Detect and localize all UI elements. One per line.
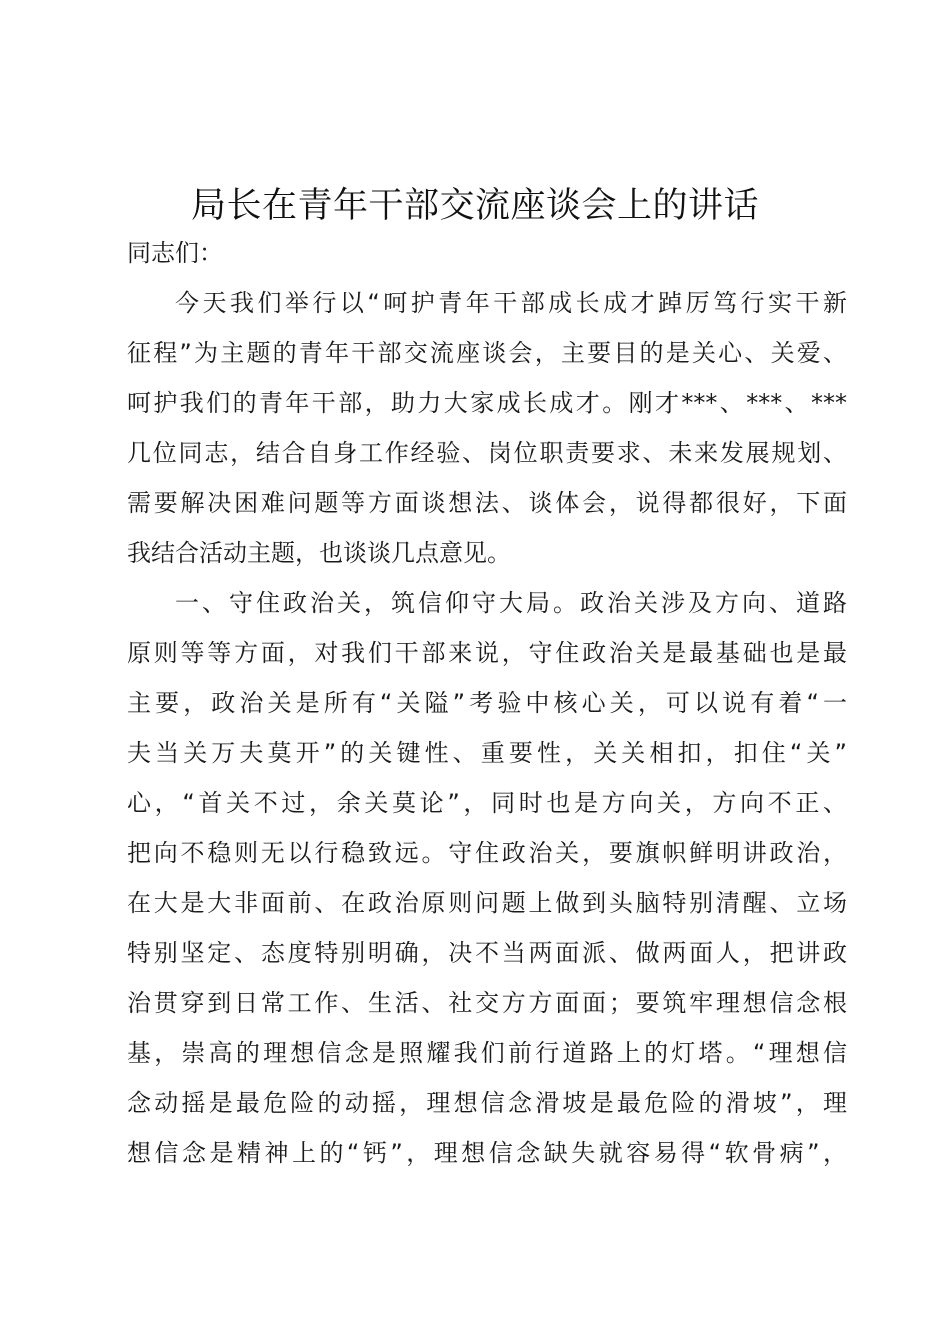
text-line: 主要，政治关是所有“关隘”考验中核心关，可以说有着“一 (127, 689, 847, 717)
text-line: 今天我们举行以“呵护青年干部成长成才踔厉笃行实干新 (175, 289, 847, 317)
text-line: 需要解决困难问题等方面谈想法、谈体会，说得都很好，下面 (127, 489, 847, 517)
text-line: 特别坚定、态度特别明确，决不当两面派、做两面人，把讲政 (127, 939, 847, 967)
text-line: 想信念是精神上的“钙”，理想信念缺失就容易得“软骨病”， (127, 1139, 847, 1167)
text-line: 基，崇高的理想信念是照耀我们前行道路上的灯塔。“理想信 (127, 1039, 847, 1067)
text-line: 几位同志，结合自身工作经验、岗位职责要求、未来发展规划、 (127, 439, 847, 467)
document-title: 局长在青年干部交流座谈会上的讲话 (190, 186, 759, 226)
text-line: 把向不稳则无以行稳致远。守住政治关，要旗帜鲜明讲政治， (127, 839, 847, 867)
text-line: 原则等等方面，对我们干部来说，守住政治关是最基础也是最 (127, 639, 847, 667)
paragraph-section-one (127, 578, 847, 1178)
paragraph-opening (127, 278, 847, 578)
text-line: 夫当关万夫莫开”的关键性、重要性，关关相扣，扣住“关” (127, 739, 847, 767)
text-line: 呵护我们的青年干部，助力大家成长成才。刚才***、***、*** (127, 389, 847, 417)
salutation: 同志们： (127, 239, 223, 267)
text-line: 一、守住政治关，筑信仰守大局。政治关涉及方向、道路 (175, 589, 847, 617)
document-body (127, 228, 847, 1178)
text-line: 心，“首关不过，余关莫论”，同时也是方向关，方向不正、 (127, 789, 847, 817)
text-line: 念动摇是最危险的动摇，理想信念滑坡是最危险的滑坡”，理 (127, 1089, 847, 1117)
text-line: 治贯穿到日常工作、生活、社交方方面面；要筑牢理想信念根 (127, 989, 847, 1017)
text-line: 我结合活动主题，也谈谈几点意见。 (127, 539, 511, 567)
text-line: 在大是大非面前、在政治原则问题上做到头脑特别清醒、立场 (127, 889, 847, 917)
text-line: 征程”为主题的青年干部交流座谈会，主要目的是关心、关爱、 (127, 339, 847, 367)
